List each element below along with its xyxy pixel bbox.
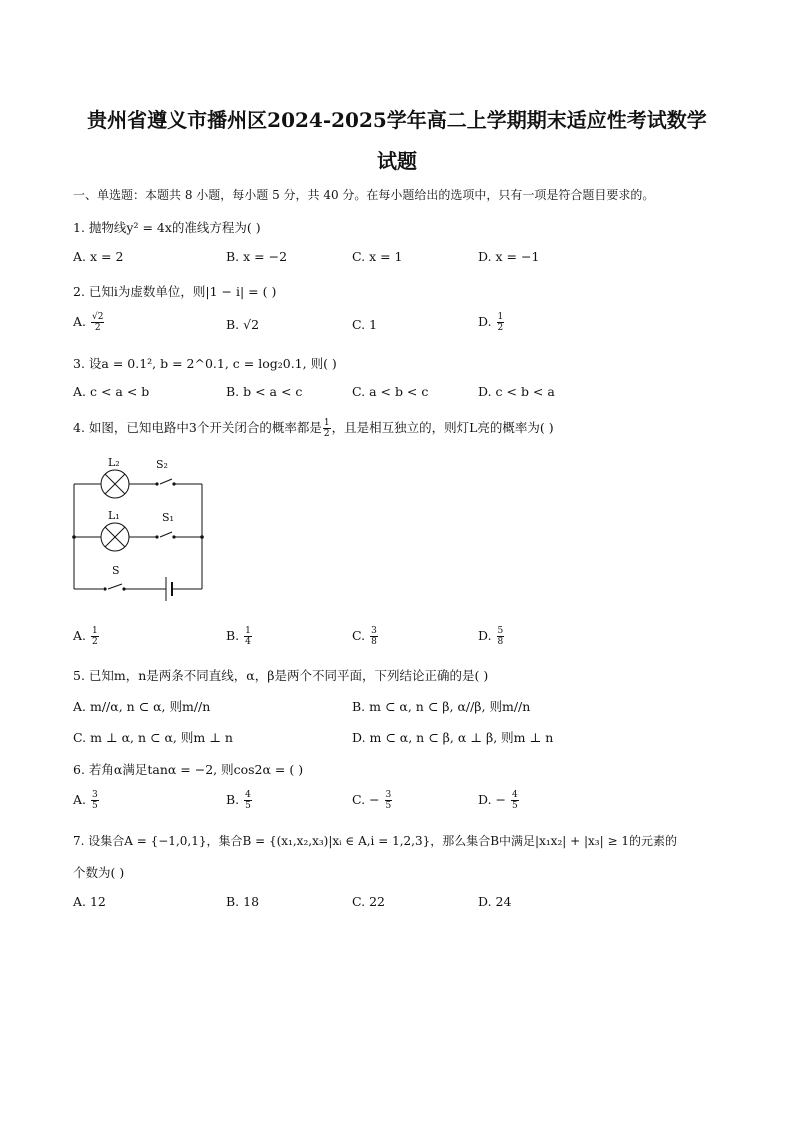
q5-stem: 5. 已知m，n是两条不同直线，α，β是两个不同平面，下列结论正确的是( ): [73, 668, 489, 683]
section-heading: 一、单选题：本题共 8 小题，每小题 5 分，共 40 分。在每小题给出的选项中，只有一项是符合题目要求的。: [73, 188, 655, 202]
q5-option-c: C. m ⊥ α, n ⊂ α, 则m ⊥ n: [73, 730, 233, 745]
q7-stem-line-1: 7. 设集合A = {−1,0,1}，集合B = {(x₁,x₂,x₃)|xᵢ ∈ A,i = 1,2,3}，那么集合B中满足|x₁x₂| + |x₃| ≥ 1的元素的: [73, 834, 677, 848]
title-line-2: 试题: [377, 149, 417, 173]
q1-option-d: D. x = −1: [478, 249, 540, 264]
q4-stem-fraction: $\frac{1}{2}$: [323, 418, 330, 439]
q5-option-a: A. m//α, n ⊂ α, 则m//n: [73, 699, 211, 714]
q4-option-c: C. $\frac{3}{8}$: [352, 626, 377, 647]
q3-option-a: A. c < a < b: [73, 384, 150, 399]
q3-option-b: B. b < a < c: [226, 384, 303, 399]
q2-stem: 2. 已知i为虚数单位，则|1 − i| = ( ): [73, 284, 277, 299]
q6-option-b: B. $\frac{4}{5}$: [226, 790, 251, 811]
q4-option-d: D. $\frac{5}{8}$: [478, 626, 504, 647]
title-line-1: 贵州省遵义市播州区2024-2025学年高二上学期期末适应性考试数学: [87, 108, 707, 132]
q1-option-c: C. x = 1: [352, 249, 403, 264]
q2-option-a: A. $\frac{√2}{2}$: [73, 312, 104, 333]
q6-stem: 6. 若角α满足tanα = −2, 则cos2α = ( ): [73, 762, 304, 777]
q2-option-d: D. $\frac{1}{2}$: [478, 312, 504, 333]
q1-option-a: A. x = 2: [73, 249, 124, 264]
q6-option-c: C. − $\frac{3}{5}$: [352, 790, 392, 811]
lamp-l1-icon: [101, 523, 129, 551]
q2-option-d-fraction: $\frac{1}{2}$: [497, 312, 504, 333]
q1-stem: 1. 抛物线y² = 4x的准线方程为( ): [73, 220, 261, 235]
lamp-l2-icon: [101, 470, 129, 498]
q3-stem: 3. 设a = 0.1², b = 2^0.1, c = log₂0.1, 则( ): [73, 356, 337, 371]
q2-option-c: C. 1: [352, 317, 378, 332]
q7-option-d: D. 24: [478, 894, 512, 909]
circuit-diagram: [68, 453, 208, 613]
label-s2: S₂: [156, 458, 168, 471]
q3-option-d: D. c < b < a: [478, 384, 555, 399]
q7-option-c: C. 22: [352, 894, 385, 909]
q7-stem-line-2: 个数为( ): [73, 865, 125, 880]
label-l1: L₁: [108, 509, 120, 522]
label-l2: L₂: [108, 456, 120, 469]
q7-option-b: B. 18: [226, 894, 260, 909]
q7-option-a: A. 12: [73, 894, 106, 909]
q3-option-c: C. a < b < c: [352, 384, 429, 399]
q5-option-d: D. m ⊂ α, n ⊂ β, α ⊥ β, 则m ⊥ n: [352, 730, 554, 745]
q4-stem: 4. 如图，已知电路中3个开关闭合的概率都是 $\frac{1}{2}$ ，且是相互独立的，则灯L亮的概率为( ): [73, 418, 554, 439]
label-s1: S₁: [162, 511, 174, 524]
q2-option-a-fraction: $\frac{√2}{2}$: [92, 312, 104, 333]
q4-option-a: A. $\frac{1}{2}$: [73, 626, 98, 647]
q5-option-b: B. m ⊂ α, n ⊂ β, α//β, 则m//n: [352, 699, 531, 714]
label-s: S: [112, 564, 120, 577]
q1-option-b: B. x = −2: [226, 249, 288, 264]
q4-option-b: B. $\frac{1}{4}$: [226, 626, 251, 647]
battery-icon: [166, 577, 172, 601]
q6-option-a: A. $\frac{3}{5}$: [73, 790, 98, 811]
q2-option-b: B. √2: [226, 317, 260, 332]
q6-option-d: D. − $\frac{4}{5}$: [478, 790, 518, 811]
